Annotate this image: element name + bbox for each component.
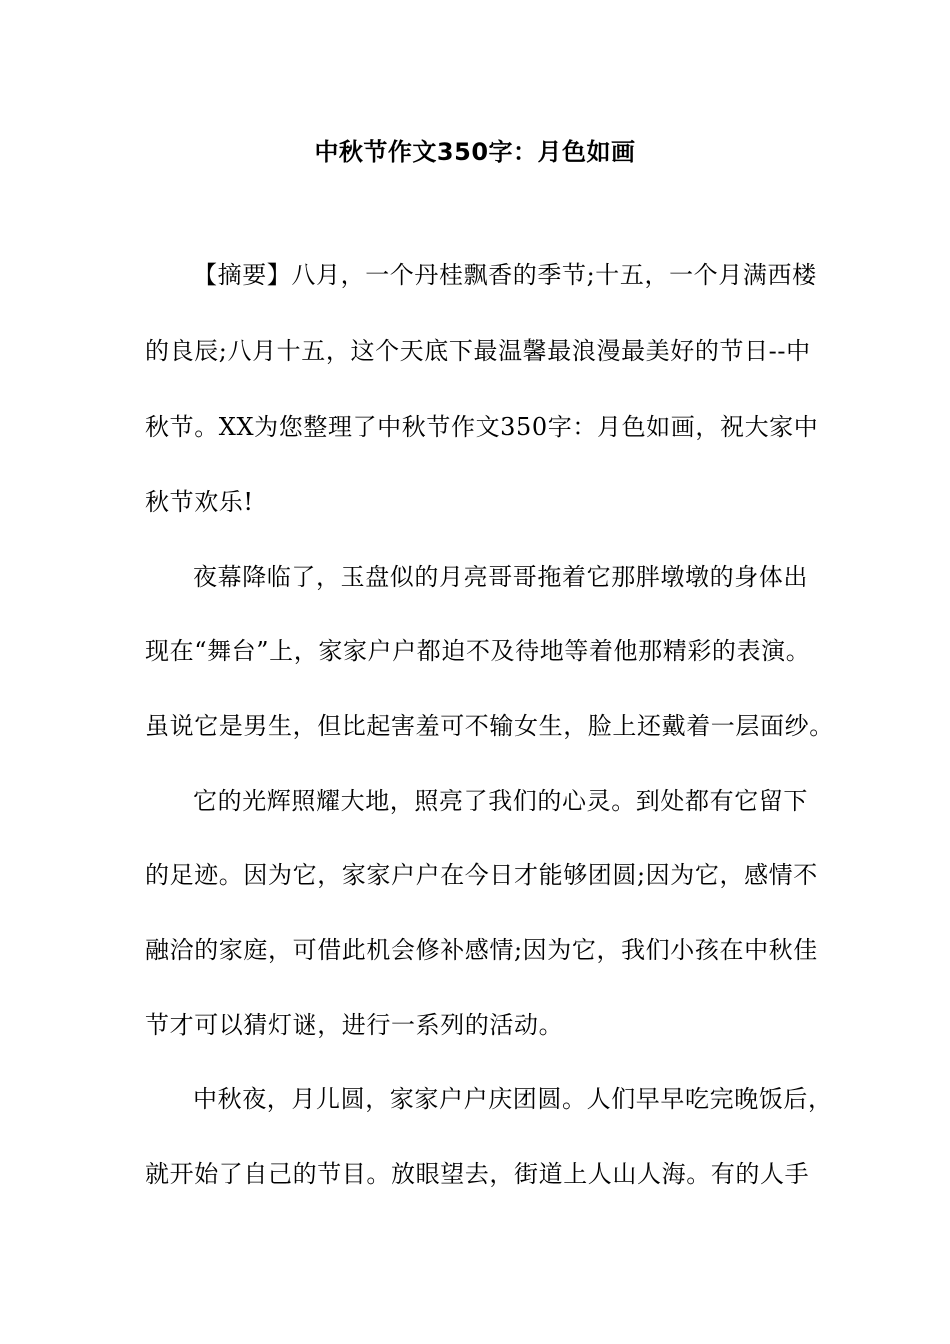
paragraph-line: 中秋夜，月儿圆，家家户户庆团圆。人们早早吃完晚饭后， bbox=[193, 1085, 833, 1113]
paragraph-line: 融洽的家庭，可借此机会修补感情;因为它，我们小孩在中秋佳 bbox=[145, 936, 818, 964]
paragraph-line: 它的光辉照耀大地，照亮了我们的心灵。到处都有它留下 bbox=[193, 787, 808, 815]
paragraph-line: 节才可以猜灯谜，进行一系列的活动。 bbox=[145, 1011, 564, 1039]
paragraph-line: 【摘要】八月，一个丹桂飘香的季节;十五，一个月满西楼 bbox=[193, 261, 817, 289]
document-title: 中秋节作文350字：月色如画 bbox=[314, 138, 636, 166]
paragraph-line: 现在“舞台”上，家家户户都迫不及待地等着他那精彩的表演。 bbox=[145, 637, 811, 665]
paragraph-line: 的良辰;八月十五，这个天底下最温馨最浪漫最美好的节日--中 bbox=[145, 337, 811, 365]
paragraph-line: 就开始了自己的节目。放眼望去，街道上人山人海。有的人手 bbox=[145, 1160, 810, 1188]
paragraph-line: 秋节。XX为您整理了中秋节作文350字：月色如画，祝大家中 bbox=[145, 413, 819, 441]
paragraph-line: 虽说它是男生，但比起害羞可不输女生，脸上还戴着一层面纱。 bbox=[145, 712, 834, 740]
paragraph-line: 的足迹。因为它，家家户户在今日才能够团圆;因为它，感情不 bbox=[145, 861, 818, 889]
paragraph-line: 秋节欢乐! bbox=[145, 488, 254, 516]
paragraph-line: 夜幕降临了，玉盘似的月亮哥哥拖着它那胖墩墩的身体出 bbox=[193, 563, 808, 591]
